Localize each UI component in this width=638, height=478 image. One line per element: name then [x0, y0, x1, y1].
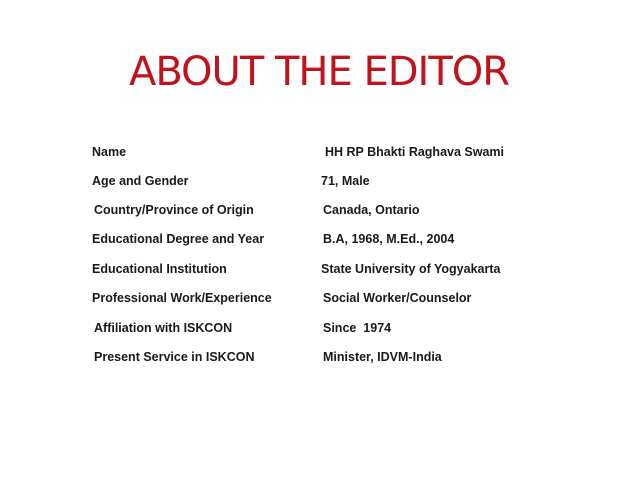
info-value: Since 1974	[323, 321, 392, 335]
info-row-affiliation	[0, 318, 638, 338]
info-label: Professional Work/Experience	[92, 291, 272, 305]
info-row-institution	[0, 259, 638, 279]
info-value: 71, Male	[321, 174, 370, 188]
info-value: Canada, Ontario	[323, 203, 420, 217]
info-value: State University of Yogyakarta	[321, 262, 501, 276]
info-label: Age and Gender	[92, 174, 189, 188]
info-row-name	[0, 142, 638, 162]
info-value: Minister, IDVM-India	[323, 350, 442, 364]
info-row-age-gender	[0, 171, 638, 191]
info-label: Name	[92, 145, 127, 159]
info-value: Social Worker/Counselor	[323, 291, 472, 305]
page-title: ABOUT THE EDITOR	[128, 49, 510, 95]
info-row-education-degree	[0, 229, 638, 249]
info-value: B.A, 1968, M.Ed., 2004	[323, 232, 455, 246]
info-label: Educational Degree and Year	[92, 232, 265, 246]
info-row-origin	[0, 200, 638, 220]
info-label: Present Service in ISKCON	[94, 350, 255, 364]
info-label: Affiliation with ISKCON	[94, 321, 233, 335]
info-row-service	[0, 347, 638, 367]
info-label: Country/Province of Origin	[94, 203, 254, 217]
info-label: Educational Institution	[92, 262, 227, 276]
info-value: HH RP Bhakti Raghava Swami	[325, 145, 504, 159]
info-row-profession	[0, 288, 638, 308]
